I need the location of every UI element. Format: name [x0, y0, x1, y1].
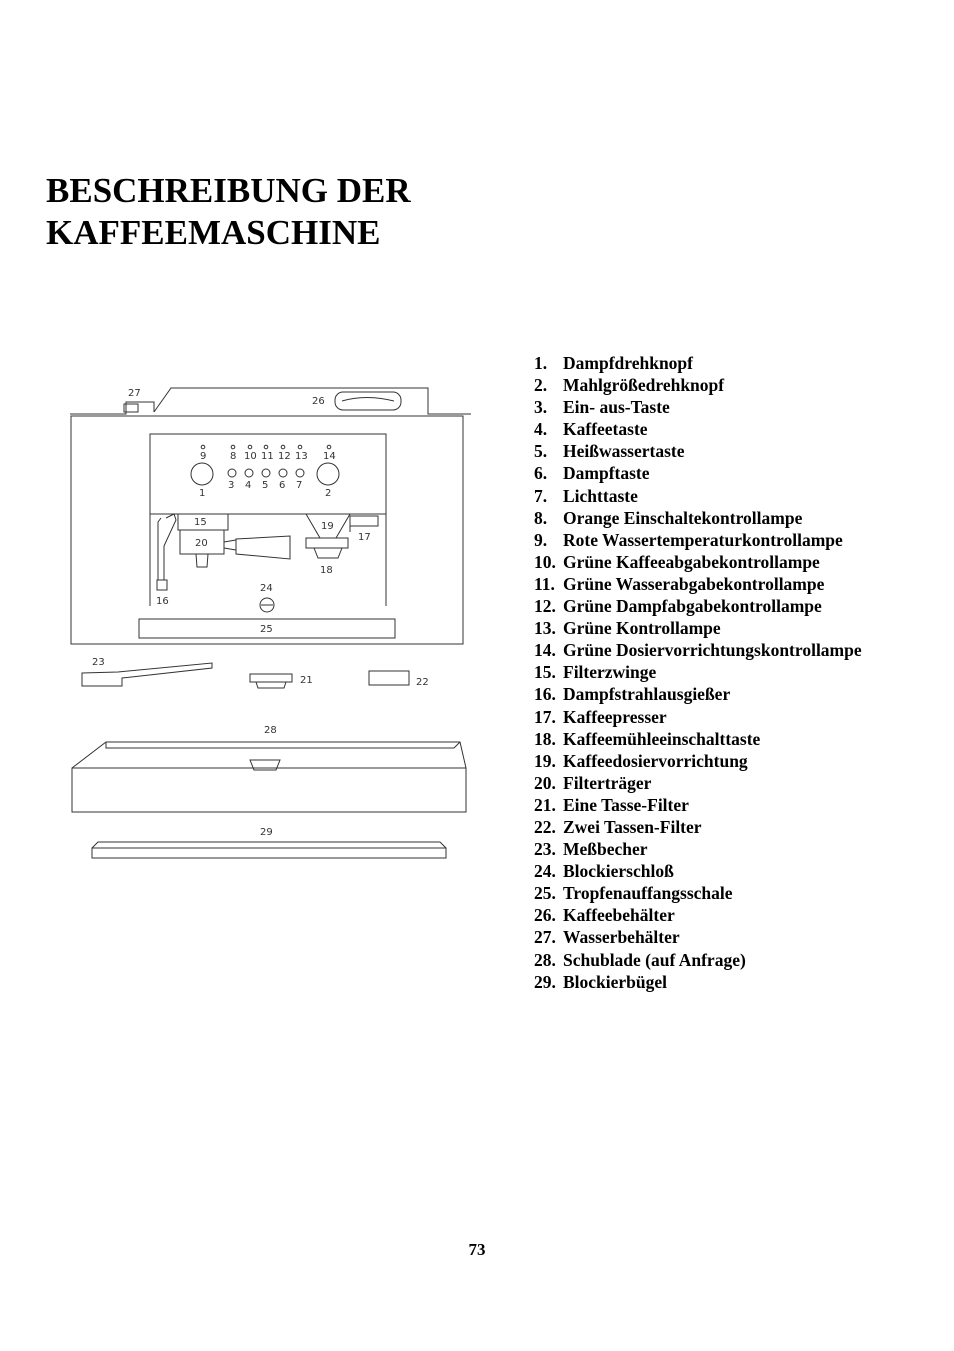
list-item-label: Grüne Kaffeeabgabekontrollampe	[563, 551, 820, 572]
list-item-number: 10.	[534, 551, 556, 572]
callout-17: 17	[358, 532, 371, 543]
list-item	[534, 418, 862, 440]
list-item-number: 1.	[534, 353, 548, 373]
list-item-label: Eine Tasse-Filter	[563, 794, 689, 815]
list-item	[534, 639, 862, 661]
list-item-number: 9.	[534, 529, 548, 550]
list-item	[534, 971, 862, 993]
page-title-line-1: BESCHREIBUNG DER	[46, 171, 411, 210]
list-item-number: 25.	[534, 883, 556, 904]
callout-5: 5	[262, 480, 269, 491]
list-item	[534, 440, 862, 462]
list-item-number: 12.	[534, 596, 556, 617]
list-item-number: 26.	[534, 905, 556, 926]
list-item-number: 21.	[534, 794, 556, 815]
list-item-label: Kaffeemühleeinschalttaste	[563, 728, 761, 749]
list-item-label: Dampfdrehknopf	[563, 353, 693, 373]
list-item-label: Grüne Dampfabgabekontrollampe	[563, 596, 822, 617]
list-item	[534, 617, 862, 639]
list-item-label: Wasserbehälter	[563, 927, 680, 948]
callout-2: 2	[325, 488, 332, 499]
callout-25: 25	[260, 624, 273, 635]
list-item-number: 19.	[534, 750, 556, 771]
list-item-number: 11.	[534, 573, 555, 594]
list-item-label: Grüne Kontrollampe	[563, 618, 721, 639]
callout-6: 6	[279, 480, 286, 491]
list-item	[534, 838, 862, 860]
list-item	[534, 926, 862, 948]
list-item	[534, 882, 862, 904]
list-item	[534, 816, 862, 838]
list-item-number: 6.	[534, 463, 548, 484]
callout-16: 16	[156, 596, 169, 607]
callout-10: 10	[244, 451, 257, 462]
list-item	[534, 904, 862, 926]
callout-1: 1	[199, 488, 206, 499]
page-title-line-2: KAFFEEMASCHINE	[46, 213, 381, 252]
list-item	[534, 352, 862, 374]
callout-21: 21	[300, 675, 313, 686]
callout-12: 12	[278, 451, 291, 462]
callout-15: 15	[194, 517, 207, 528]
list-item	[534, 595, 862, 617]
accessories	[82, 663, 409, 688]
callout-22: 22	[416, 677, 429, 688]
list-item-label: Grüne Dosiervorrichtungskontrollampe	[563, 640, 862, 661]
list-item-number: 22.	[534, 816, 556, 837]
page-title	[46, 170, 411, 254]
parts-list	[534, 352, 862, 993]
list-item-label: Heißwassertaste	[563, 441, 685, 462]
list-item	[534, 462, 862, 484]
list-item-label: Blockierschloß	[563, 861, 674, 882]
locking-bar	[92, 842, 446, 858]
callout-27: 27	[128, 388, 141, 399]
list-item	[534, 485, 862, 507]
list-item-number: 18.	[534, 728, 556, 749]
callout-18: 18	[320, 565, 333, 576]
drawer	[72, 742, 466, 812]
list-item-label: Kaffeebehälter	[563, 905, 675, 926]
list-item-number: 20.	[534, 772, 556, 793]
list-item-number: 29.	[534, 971, 556, 992]
list-item	[534, 374, 862, 396]
callout-7: 7	[296, 480, 303, 491]
list-item-label: Rote Wassertemperaturkontrollampe	[563, 529, 843, 550]
list-item	[534, 529, 862, 551]
list-item-number: 3.	[534, 397, 548, 418]
list-item-label: Meßbecher	[563, 839, 648, 860]
list-item	[534, 728, 862, 750]
list-item-label: Kaffeetaste	[563, 419, 648, 440]
control-panel	[150, 434, 386, 514]
list-item-number: 23.	[534, 839, 556, 860]
list-item-number: 7.	[534, 485, 548, 506]
list-item-number: 17.	[534, 706, 556, 727]
callout-29: 29	[260, 827, 273, 838]
list-item-number: 13.	[534, 618, 556, 639]
list-item	[534, 396, 862, 418]
callout-9: 9	[200, 451, 207, 462]
list-item	[534, 683, 862, 705]
coffee-machine-diagram	[66, 380, 476, 870]
callout-24: 24	[260, 583, 273, 594]
callout-11: 11	[261, 451, 274, 462]
callout-19: 19	[321, 521, 334, 532]
list-item-number: 8.	[534, 507, 548, 528]
list-item-label: Kaffeedosiervorrichtung	[563, 750, 748, 771]
list-item-label: Grüne Wasserabgabekontrollampe	[563, 573, 825, 594]
list-item	[534, 573, 862, 595]
list-item-number: 4.	[534, 419, 548, 440]
callout-4: 4	[245, 480, 252, 491]
list-item	[534, 661, 862, 683]
list-item	[534, 551, 862, 573]
callout-23: 23	[92, 657, 105, 668]
list-item-label: Zwei Tassen-Filter	[563, 816, 702, 837]
list-item-number: 5.	[534, 441, 548, 462]
list-item-label: Dampftaste	[563, 463, 650, 484]
list-item-number: 14.	[534, 640, 556, 661]
list-item-label: Filterträger	[563, 772, 652, 793]
list-item	[534, 706, 862, 728]
list-item-label: Kaffeepresser	[563, 706, 667, 727]
list-item-number: 27.	[534, 927, 556, 948]
callout-13: 13	[295, 451, 308, 462]
list-item	[534, 772, 862, 794]
callout-8: 8	[230, 451, 237, 462]
list-item	[534, 507, 862, 529]
list-item-label: Blockierbügel	[563, 971, 668, 992]
list-item-label: Dampfstrahlausgießer	[563, 684, 731, 705]
list-item-number: 15.	[534, 662, 556, 683]
callout-14: 14	[323, 451, 336, 462]
list-item-label: Lichttaste	[563, 485, 638, 506]
list-item-label: Ein- aus-Taste	[563, 397, 670, 418]
list-item	[534, 949, 862, 971]
list-item	[534, 794, 862, 816]
list-item-label: Tropfenauffangsschale	[563, 883, 733, 904]
list-item-number: 24.	[534, 861, 556, 882]
callout-26: 26	[312, 396, 325, 407]
brewing-area	[139, 514, 395, 638]
list-item-number: 16.	[534, 684, 556, 705]
page-number: 73	[468, 1240, 486, 1259]
list-item-label: Filterzwinge	[563, 662, 657, 683]
list-item-number: 28.	[534, 949, 556, 970]
list-item-label: Mahlgrößedrehknopf	[563, 375, 725, 396]
list-item	[534, 860, 862, 882]
callout-20: 20	[195, 538, 208, 549]
list-item-label: Schublade (auf Anfrage)	[563, 949, 746, 970]
callout-28: 28	[264, 725, 277, 736]
list-item	[534, 750, 862, 772]
callout-3: 3	[228, 480, 235, 491]
list-item-number: 2.	[534, 375, 548, 396]
list-item-label: Orange Einschaltekontrollampe	[563, 507, 803, 528]
